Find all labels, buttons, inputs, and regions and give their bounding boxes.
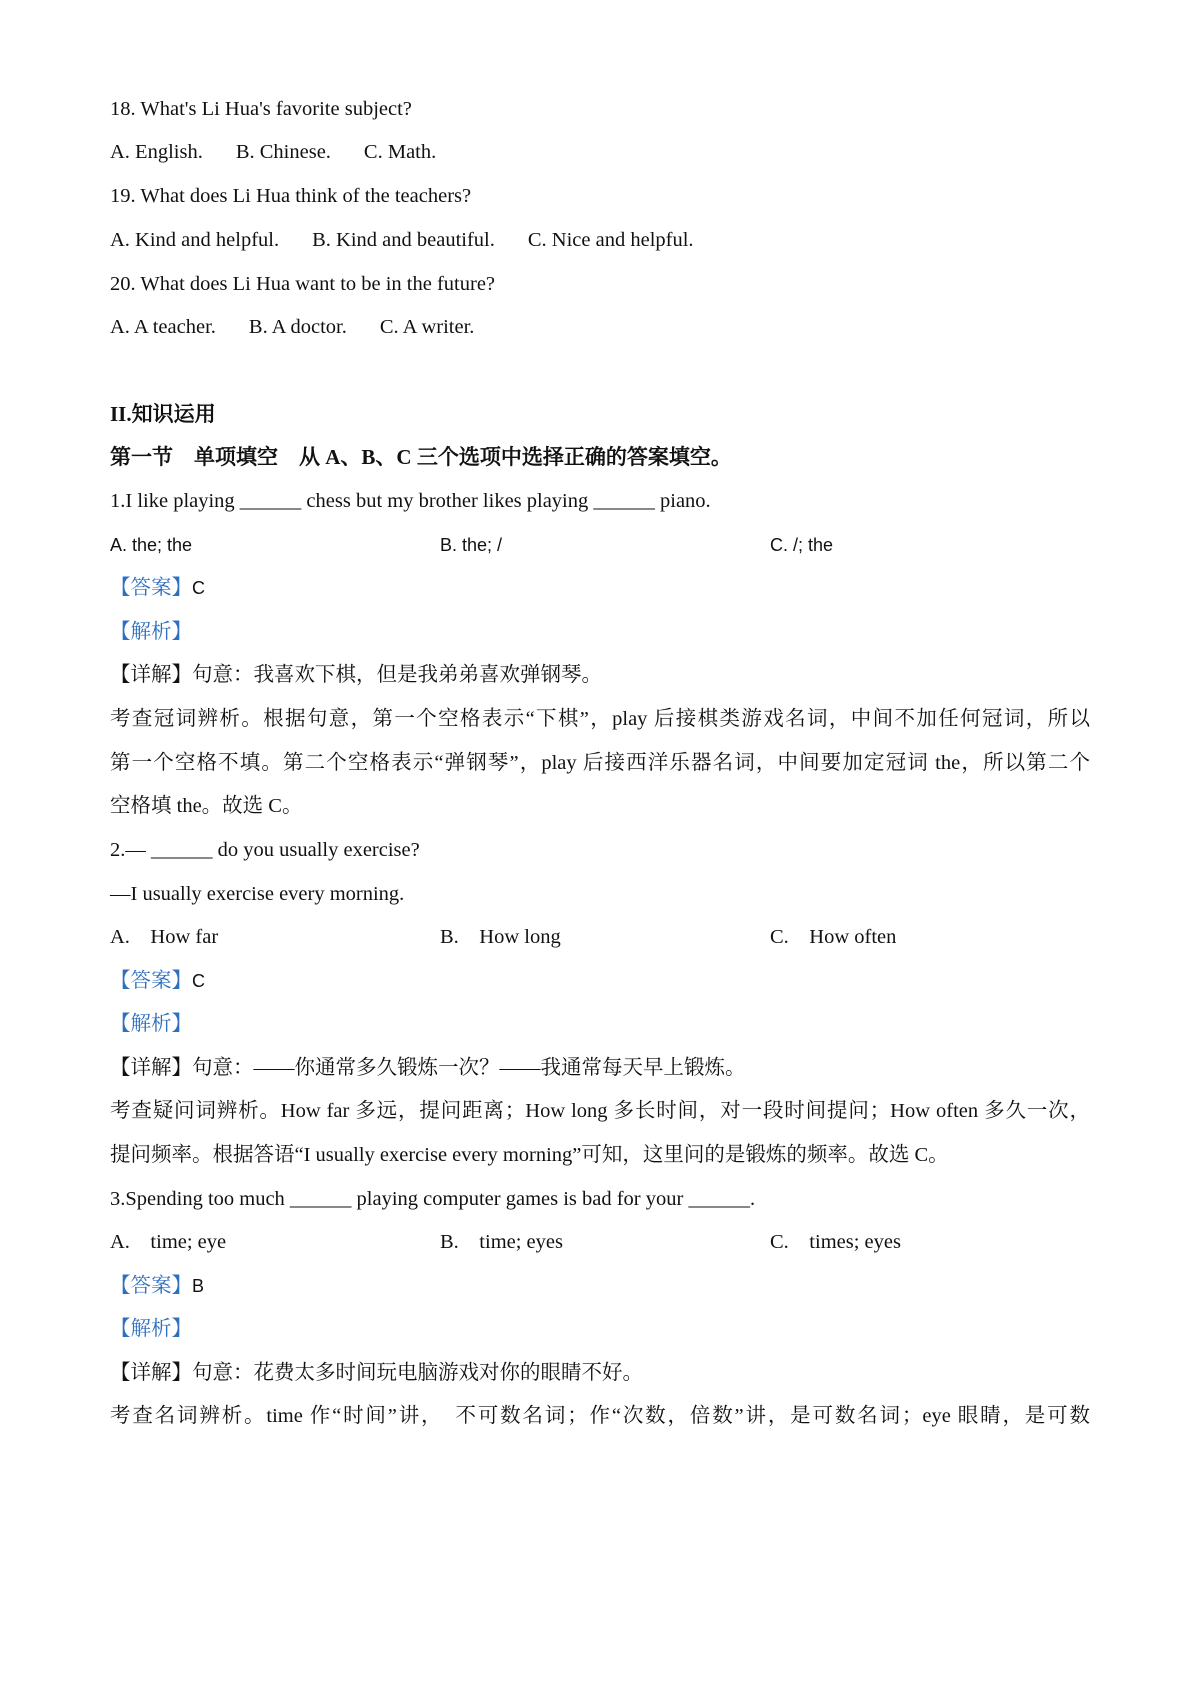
- analysis-label: 【解析】: [110, 621, 192, 643]
- option-c: C. How often: [770, 926, 897, 948]
- option-c: C. Nice and helpful.: [527, 229, 694, 251]
- section-title: II.知识运用: [110, 402, 216, 426]
- question-20: 20. What does Li Hua want to be in the future?: [110, 273, 496, 295]
- explanation-line: 第一个空格不填。第二个空格表示“弹钢琴”，play 后接西洋乐器名词，中间要加定冠词 the，所以第二个: [110, 752, 1090, 774]
- option-b: B. How long: [440, 926, 561, 948]
- detail-text: 【详解】句意：——你通常多久锻炼一次？——我通常每天早上锻炼。: [110, 1057, 746, 1079]
- question-19-options: [110, 226, 694, 254]
- question-3: 3.Spending too much ______ playing computer games is bad for your ______.: [110, 1188, 756, 1210]
- answer-line: [110, 1272, 204, 1300]
- answer-label: 【答案】: [110, 1275, 192, 1297]
- explanation-line: 考查疑问词辨析。How far 多远，提问距离；How long 多长时间，对一段时间提问；How often 多久一次，: [110, 1100, 1090, 1122]
- option-b: B. Chinese.: [235, 141, 331, 163]
- option-c: C. A writer.: [379, 316, 475, 338]
- option-a: A. English.: [110, 141, 203, 163]
- option-a: A. A teacher.: [110, 316, 216, 338]
- section-subtitle: 第一节 单项填空 从 A、B、C 三个选项中选择正确的答案填空。: [110, 445, 732, 469]
- explanation-line: 考查名词辨析。time 作“时间”讲， 不可数名词；作“次数，倍数”讲，是可数名词；eye 眼睛，是可数: [110, 1405, 1090, 1427]
- answer-value: B: [192, 1276, 205, 1296]
- option-b: B. Kind and beautiful.: [312, 229, 495, 251]
- answer-label: 【答案】: [110, 970, 192, 992]
- option-b: B. the; /: [440, 535, 503, 555]
- analysis-label: 【解析】: [110, 1318, 192, 1340]
- option-a: A. How far: [110, 926, 219, 948]
- option-c: C. Math.: [363, 141, 437, 163]
- option-c: C. times; eyes: [770, 1231, 901, 1253]
- option-c: C. /; the: [770, 535, 834, 555]
- analysis-label: 【解析】: [110, 1013, 192, 1035]
- question-19: 19. What does Li Hua think of the teachers?: [110, 185, 472, 207]
- answer-line: [110, 967, 205, 995]
- detail-text: 【详解】句意：花费太多时间玩电脑游戏对你的眼睛不好。: [110, 1362, 643, 1384]
- explanation-line: 空格填 the。故选 C。: [110, 795, 303, 817]
- question-1: 1.I like playing ______ chess but my brother likes playing ______ piano.: [110, 490, 711, 512]
- option-a: A. the; the: [110, 535, 193, 555]
- answer-label: 【答案】: [110, 577, 192, 599]
- question-2: 2.— ______ do you usually exercise?: [110, 839, 420, 861]
- option-b: B. time; eyes: [440, 1231, 563, 1253]
- question-2-reply: —I usually exercise every morning.: [110, 883, 405, 905]
- answer-value: C: [192, 971, 205, 991]
- question-20-options: [110, 313, 474, 341]
- answer-value: C: [192, 578, 205, 598]
- detail-text: 【详解】句意：我喜欢下棋，但是我弟弟喜欢弹钢琴。: [110, 664, 602, 686]
- explanation-line: 提问频率。根据答语“I usually exercise every morning”可知，这里问的是锻炼的频率。故选 C。: [110, 1144, 949, 1166]
- question-18: 18. What's Li Hua's favorite subject?: [110, 98, 412, 120]
- option-b: B. A doctor.: [248, 316, 347, 338]
- answer-line: [110, 574, 205, 602]
- option-a: A. time; eye: [110, 1231, 227, 1253]
- explanation-line: 考查冠词辨析。根据句意，第一个空格表示“下棋”，play 后接棋类游戏名词，中间不加任何冠词，所以: [110, 708, 1090, 730]
- option-a: A. Kind and helpful.: [110, 229, 280, 251]
- question-18-options: [110, 138, 436, 166]
